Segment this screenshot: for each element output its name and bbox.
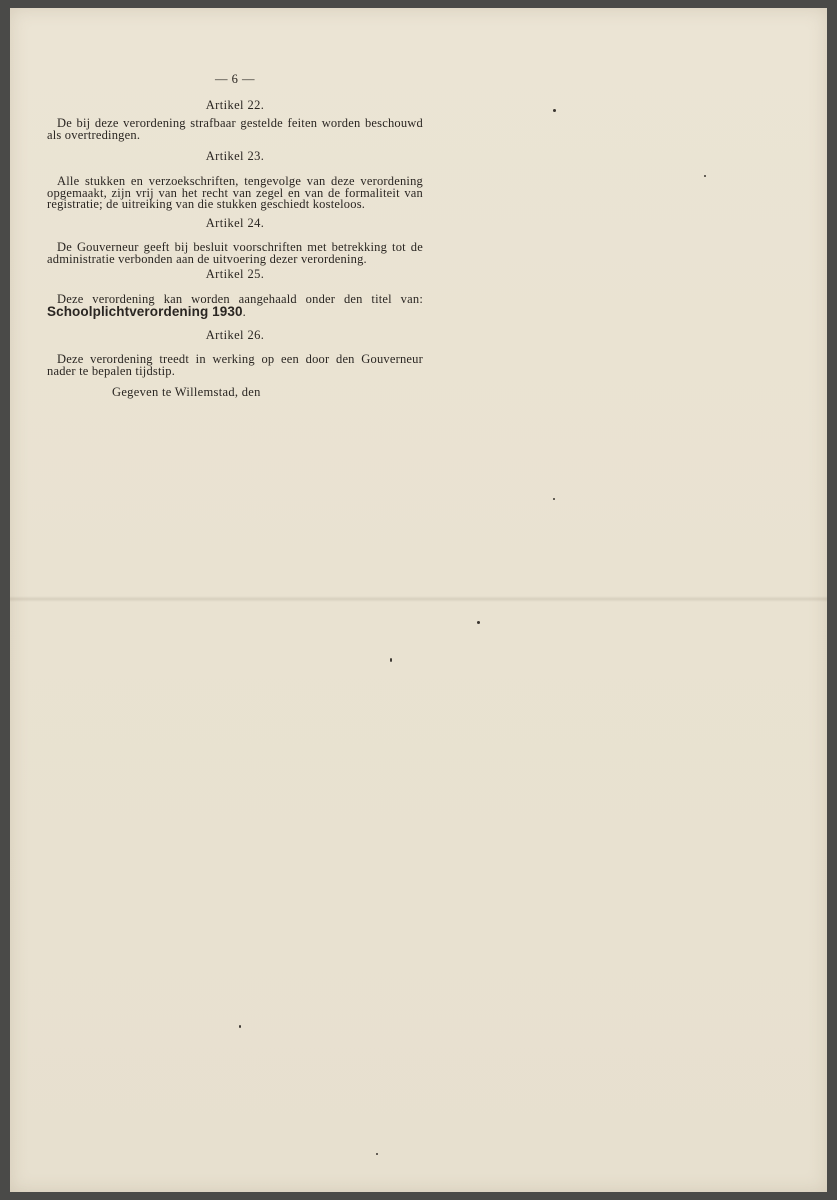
article-26-title: Artikel 26. — [205, 328, 265, 343]
article-24-title: Artikel 24. — [205, 215, 265, 230]
paper-fold — [10, 596, 827, 602]
article-22-text — [47, 118, 423, 141]
paper-speck — [704, 175, 706, 177]
paper-speck — [376, 1153, 378, 1155]
article-25-period: . — [242, 304, 246, 319]
article-22-title: Artikel 22. — [205, 97, 265, 112]
page-number: — 6 — — [215, 72, 255, 86]
article-26-body: Deze verordening treedt in werking op een door den Gouverneur nader te bepalen tijdstip. — [47, 351, 423, 378]
article-24-text — [47, 242, 423, 265]
article-24-body: De Gouverneur geeft bij besluit voorschriften met betrekking tot de administratie verbonden aan de uitvoering dezer verordening. — [47, 240, 423, 266]
article-23-text — [47, 173, 423, 212]
paper-speck — [553, 498, 555, 500]
paper-speck — [477, 621, 480, 624]
article-23-body: Alle stukken en verzoekschriften, tengevolge van deze verordening opgemaakt, zijn vrij van het recht van zegel en van de formaliteit van registratie; de uitreiking van die stukken geschiedt kosteloos. — [47, 173, 423, 212]
article-25-text — [47, 294, 423, 318]
document-body — [47, 74, 423, 399]
ordinance-title: Schoolplichtverordening 1930 — [47, 303, 243, 319]
closing-line: Gegeven te Willemstad, den — [112, 385, 261, 400]
article-25-title: Artikel 25. — [205, 266, 265, 281]
document-page — [10, 8, 827, 1192]
paper-speck — [390, 658, 392, 662]
article-22-body: De bij deze verordening strafbaar gestelde feiten worden beschouwd als overtredingen. — [47, 116, 423, 142]
paper-speck — [239, 1025, 241, 1028]
article-26-text — [47, 351, 423, 378]
article-25-body: Deze verordening kan worden aangehaald onder den titel van: — [57, 292, 423, 307]
article-23-title: Artikel 23. — [205, 149, 265, 164]
paper-speck — [553, 109, 556, 112]
